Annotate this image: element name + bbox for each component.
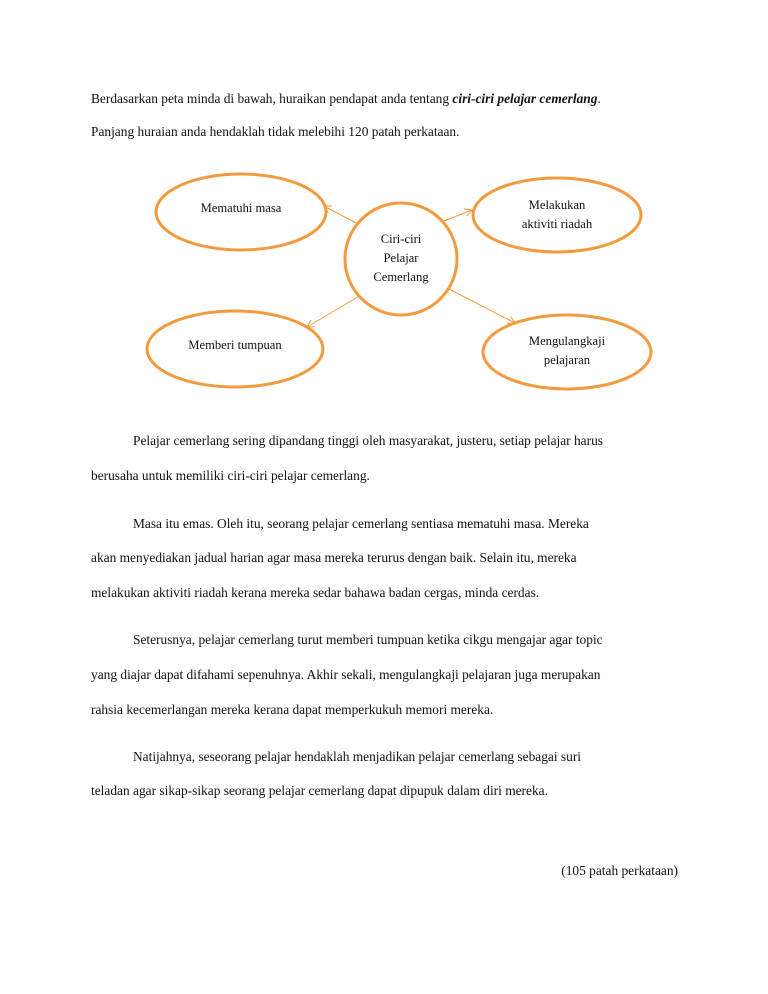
connector-mengulangkaji — [449, 289, 515, 323]
center-label-3: Cemerlang — [373, 270, 429, 284]
question-line-2: Panjang huraian anda hendaklah tidak melebihi 120 patah perkataan. — [91, 124, 460, 139]
question-emphasis: ciri-ciri pelajar cemerlang — [452, 91, 598, 106]
paragraph-4-line-2: teladan agar sikap-sikap seorang pelajar cemerlang dapat dipupuk dalam diri mereka. — [91, 783, 548, 798]
node-mengulangkaji-label-1: Mengulangkaji — [528, 334, 606, 348]
node-melakukan-aktiviti-shape — [473, 178, 641, 252]
paragraph-4-line-1: Natijahnya, seseorang pelajar hendaklah menjadikan pelajar cemerlang sebagai suri — [133, 749, 582, 764]
node-mematuhi-masa-label: Mematuhi masa — [200, 201, 282, 215]
center-label-1: Ciri-ciri — [380, 232, 422, 246]
paragraph-2-line-3: melakukan aktiviti riadah kerana mereka sedar bahawa badan cergas, minda cerdas. — [91, 585, 540, 600]
node-melakukan-aktiviti — [473, 178, 641, 252]
question-suffix: . — [597, 91, 601, 106]
paragraph-3-line-3: rahsia kecemerlangan mereka kerana dapat memperkukuh memori mereka. — [91, 702, 494, 717]
node-memberi-tumpuan — [147, 311, 323, 387]
word-count: (105 patah perkataan) — [561, 863, 678, 878]
paragraph-3-line-1: Seterusnya, pelajar cemerlang turut memberi tumpuan ketika cikgu mengajar agar topic — [133, 632, 603, 647]
node-mengulangkaji-pelajaran — [483, 315, 651, 389]
mind-map — [0, 0, 768, 420]
paragraph-3-line-2: yang diajar dapat difahami sepenuhnya. Akhir sekali, mengulangkaji pelajaran juga merupakan — [91, 667, 601, 682]
center-label-2: Pelajar — [383, 251, 419, 265]
paragraph-2-line-1: Masa itu emas. Oleh itu, seorang pelajar cemerlang sentiasa mematuhi masa. Mereka — [133, 516, 589, 531]
node-mengulangkaji-shape — [483, 315, 651, 389]
paragraph-1-line-2: berusaha untuk memiliki ciri-ciri pelajar cemerlang. — [91, 468, 370, 483]
node-mematuhi-masa — [156, 174, 326, 250]
paragraph-1-line-1: Pelajar cemerlang sering dipandang tinggi oleh masyarakat, justeru, setiap pelajar harus — [133, 433, 603, 448]
node-melakukan-label-2: aktiviti riadah — [521, 217, 593, 231]
node-melakukan-label-1: Melakukan — [528, 198, 586, 212]
question-prefix: Berdasarkan peta minda di bawah, huraikan pendapat anda tentang — [91, 91, 453, 106]
paragraph-2-line-2: akan menyediakan jadual harian agar masa mereka terurus dengan baik. Selain itu, mereka — [91, 550, 577, 565]
node-mengulangkaji-label-2: pelajaran — [543, 353, 591, 367]
node-memberi-tumpuan-label: Memberi tumpuan — [188, 338, 282, 352]
center-node — [345, 203, 457, 315]
